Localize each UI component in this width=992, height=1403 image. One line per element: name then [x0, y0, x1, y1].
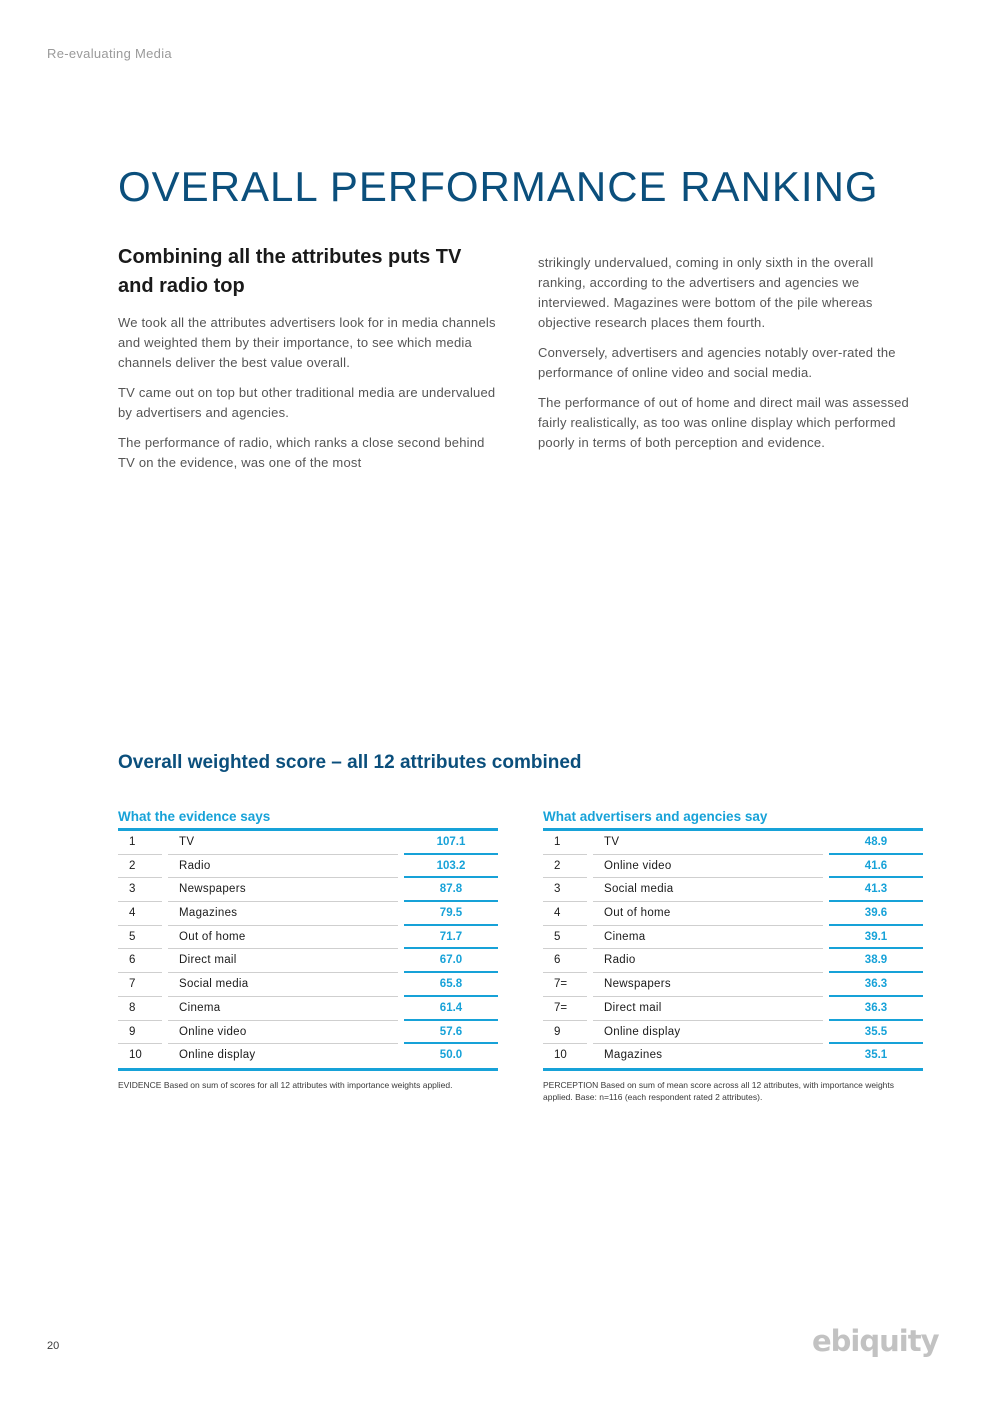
rank-cell: 10	[129, 1049, 142, 1062]
intro-paragraph: strikingly undervalued, coming in only sixth in the overall ranking, according to the advertisers and agencies we interviewed. Magazines were bottom of the pile whereas objective research places them fourth.	[538, 255, 874, 330]
rank-cell: 9	[118, 1021, 162, 1045]
intro-right-column	[538, 253, 918, 463]
score-cell: 36.3	[829, 973, 923, 997]
rank-cell: 1	[543, 831, 587, 855]
rank-cell: 6	[118, 949, 162, 973]
rank-cell: 9	[543, 1021, 587, 1045]
score-cell: 36.3	[829, 997, 923, 1021]
rank-cell: 3	[118, 878, 162, 902]
intro-paragraph: TV came out on top but other traditional media are undervalued by advertisers and agencies.	[118, 385, 496, 420]
score-cell: 35.5	[829, 1021, 923, 1045]
score-cell: 65.8	[404, 973, 498, 997]
table-row	[118, 831, 498, 855]
score-cell: 71.7	[404, 926, 498, 950]
table-row	[543, 878, 923, 902]
page-title: OVERALL PERFORMANCE RANKING	[118, 163, 879, 210]
media-cell: Newspapers	[168, 878, 398, 902]
media-cell: Direct mail	[593, 997, 823, 1021]
evidence-footnote: EVIDENCE Based on sum of scores for all 12 attributes with importance weights applied.	[118, 1080, 453, 1090]
evidence-table	[118, 808, 498, 1071]
table-row	[543, 1021, 923, 1045]
perception-footnote: PERCEPTION Based on sum of mean score across all 12 attributes, with importance weights applied. Base: n=116 (each respondent rated 2 attributes).	[543, 1080, 895, 1102]
perception-table	[543, 808, 923, 1071]
intro-paragraph: Conversely, advertisers and agencies notably over-rated the performance of online video and social media.	[538, 345, 896, 380]
score-cell: 57.6	[404, 1021, 498, 1045]
table-row	[543, 926, 923, 950]
intro-paragraph: The performance of out of home and direct mail was assessed fairly realistically, as too was online display which performed poorly in terms of both perception and evidence.	[538, 395, 909, 450]
rank-cell: 5	[118, 926, 162, 950]
table-row	[118, 855, 498, 879]
table-row	[118, 949, 498, 973]
media-cell: Newspapers	[593, 973, 823, 997]
score-cell: 39.6	[829, 902, 923, 926]
score-cell: 67.0	[404, 949, 498, 973]
score-cell: 107.1	[404, 831, 498, 855]
score-cell: 41.3	[829, 878, 923, 902]
perception-table-title: What advertisers and agencies say	[543, 809, 768, 824]
ebiquity-logo: ebiquity	[812, 1324, 939, 1358]
table-row	[118, 902, 498, 926]
table-row	[543, 831, 923, 855]
table-row	[118, 1044, 498, 1068]
intro-paragraph: The performance of radio, which ranks a close second behind TV on the evidence, was one of the most	[118, 435, 485, 470]
media-cell: Radio	[168, 855, 398, 879]
rank-cell: 7	[118, 973, 162, 997]
table-row	[118, 1021, 498, 1045]
score-cell: 103.2	[404, 855, 498, 879]
table-row	[543, 997, 923, 1021]
table-row	[118, 878, 498, 902]
media-cell: Out of home	[168, 926, 398, 950]
table-row	[543, 855, 923, 879]
media-cell: Online video	[593, 855, 823, 879]
rank-cell: 2	[118, 855, 162, 879]
rank-cell: 6	[543, 949, 587, 973]
score-cell: 38.9	[829, 949, 923, 973]
section-title: Overall weighted score – all 12 attributes combined	[118, 752, 582, 773]
rank-cell: 8	[118, 997, 162, 1021]
table-row	[543, 949, 923, 973]
rank-cell: 4	[543, 902, 587, 926]
table-row	[543, 1044, 923, 1068]
score-cell: 50.0	[439, 1049, 463, 1062]
score-cell: 79.5	[404, 902, 498, 926]
media-cell: Social media	[168, 973, 398, 997]
rank-cell: 5	[543, 926, 587, 950]
media-cell: Direct mail	[168, 949, 398, 973]
rank-cell: 7=	[543, 997, 587, 1021]
score-cell: 39.1	[829, 926, 923, 950]
evidence-table-rows	[118, 828, 498, 1071]
media-cell: Radio	[593, 949, 823, 973]
table-row	[118, 997, 498, 1021]
rank-cell: 4	[118, 902, 162, 926]
table-row	[118, 926, 498, 950]
score-cell: 48.9	[829, 831, 923, 855]
intro-paragraph: We took all the attributes advertisers look for in media channels and weighted them by their importance, to see which media channels deliver the best value overall.	[118, 315, 496, 370]
intro-subheading: Combining all the attributes puts TV and radio top	[118, 246, 462, 297]
running-header: Re-evaluating Media	[47, 46, 172, 61]
rank-cell: 1	[118, 831, 162, 855]
media-cell: Social media	[593, 878, 823, 902]
table-row	[543, 973, 923, 997]
media-cell: Magazines	[604, 1049, 663, 1062]
rank-cell: 2	[543, 855, 587, 879]
media-cell: Magazines	[168, 902, 398, 926]
evidence-table-title: What the evidence says	[118, 809, 271, 824]
table-row	[118, 973, 498, 997]
media-cell: Online display	[179, 1049, 256, 1062]
score-cell: 41.6	[829, 855, 923, 879]
media-cell: TV	[168, 831, 398, 855]
page-number: 20	[47, 1340, 60, 1352]
score-cell: 87.8	[404, 878, 498, 902]
media-cell: Out of home	[593, 902, 823, 926]
media-cell: Online video	[168, 1021, 398, 1045]
rank-cell: 7=	[543, 973, 587, 997]
perception-table-rows	[543, 828, 923, 1071]
rank-cell: 10	[554, 1049, 567, 1062]
media-cell: TV	[593, 831, 823, 855]
media-cell: Online display	[593, 1021, 823, 1045]
rank-cell: 3	[543, 878, 587, 902]
table-row	[543, 902, 923, 926]
score-cell: 61.4	[404, 997, 498, 1021]
media-cell: Cinema	[168, 997, 398, 1021]
score-cell: 35.1	[864, 1049, 888, 1062]
intro-left-column	[118, 243, 498, 483]
media-cell: Cinema	[593, 926, 823, 950]
